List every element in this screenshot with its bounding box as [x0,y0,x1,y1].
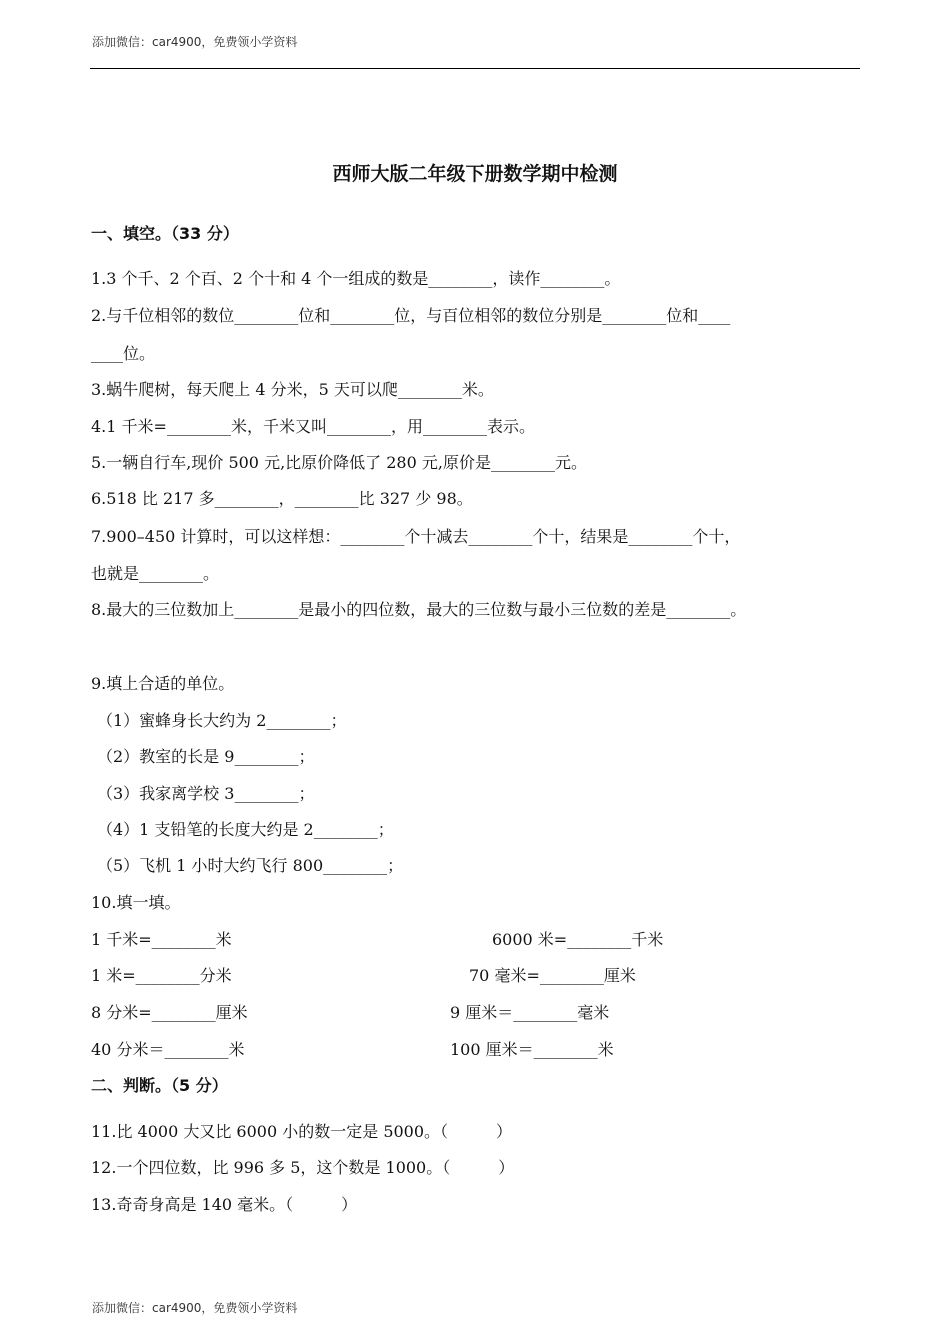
question-4: 4.1 千米=________米，千米又叫________，用________表示。 [91,417,535,436]
conversion-right: 6000 米=________千米 [492,930,664,949]
question-2-line2: ____位。 [91,344,156,363]
question-9-item: （5）飞机 1 小时大约飞行 800________； [97,856,404,875]
question-7-line2: 也就是________。 [91,564,220,583]
section-judgement-heading: 二、判断。（5 分） [91,1076,228,1095]
question-1: 1.3 个千、2 个百、2 个十和 4 个一组成的数是________，读作________。 [91,269,621,288]
conversion-left: 8 分米=________厘米 [91,1003,248,1022]
conversion-left: 1 米=________分米 [91,966,232,985]
question-5: 5.一辆自行车,现价 500 元,比原价降低了 280 元,原价是________元。 [91,453,587,472]
question-13: 13.奇奇身高是 140 毫米。（ ） [91,1195,358,1214]
question-8: 8.最大的三位数加上________是最小的四位数，最大的三位数与最小三位数的差是________。 [91,600,747,619]
conversion-left: 1 千米=________米 [91,930,232,949]
question-6: 6.518 比 217 多________，________比 327 少 98。 [91,489,473,508]
question-3: 3.蜗牛爬树，每天爬上 4 分米，5 天可以爬________米。 [91,380,494,399]
question-9-item: （3）我家离学校 3________； [97,784,315,803]
question-9-item: （1）蜜蜂身长大约为 2________； [97,711,347,730]
page-title: 西师大版二年级下册数学期中检测 [332,163,618,185]
header-divider [90,68,860,69]
footer-note: 添加微信：car4900，免费领小学资料 [92,1301,298,1315]
question-9: 9.填上合适的单位。 [91,674,235,693]
question-2-line1: 2.与千位相邻的数位________位和________位，与百位相邻的数位分别是________位和____ [91,306,731,325]
question-12: 12.一个四位数，比 996 多 5，这个数是 1000。（ ） [91,1158,515,1177]
question-9-item: （2）教室的长是 9________； [97,747,315,766]
conversion-left: 40 分米＝________米 [91,1040,245,1059]
section-fill-blank-heading: 一、填空。（33 分） [91,224,239,243]
question-7-line1: 7.900–450 计算时，可以这样想：________个十减去________个十，结果是________个十， [91,527,741,546]
question-11: 11.比 4000 大又比 6000 小的数一定是 5000。（ ） [91,1122,513,1141]
question-10: 10.填一填。 [91,893,181,912]
header-note: 添加微信：car4900，免费领小学资料 [92,35,298,49]
conversion-right: 100 厘米＝________米 [450,1040,614,1059]
question-9-item: （4）1 支铅笔的长度大约是 2________； [97,820,394,839]
conversion-right: 70 毫米=________厘米 [469,966,636,985]
conversion-right: 9 厘米＝________毫米 [450,1003,610,1022]
